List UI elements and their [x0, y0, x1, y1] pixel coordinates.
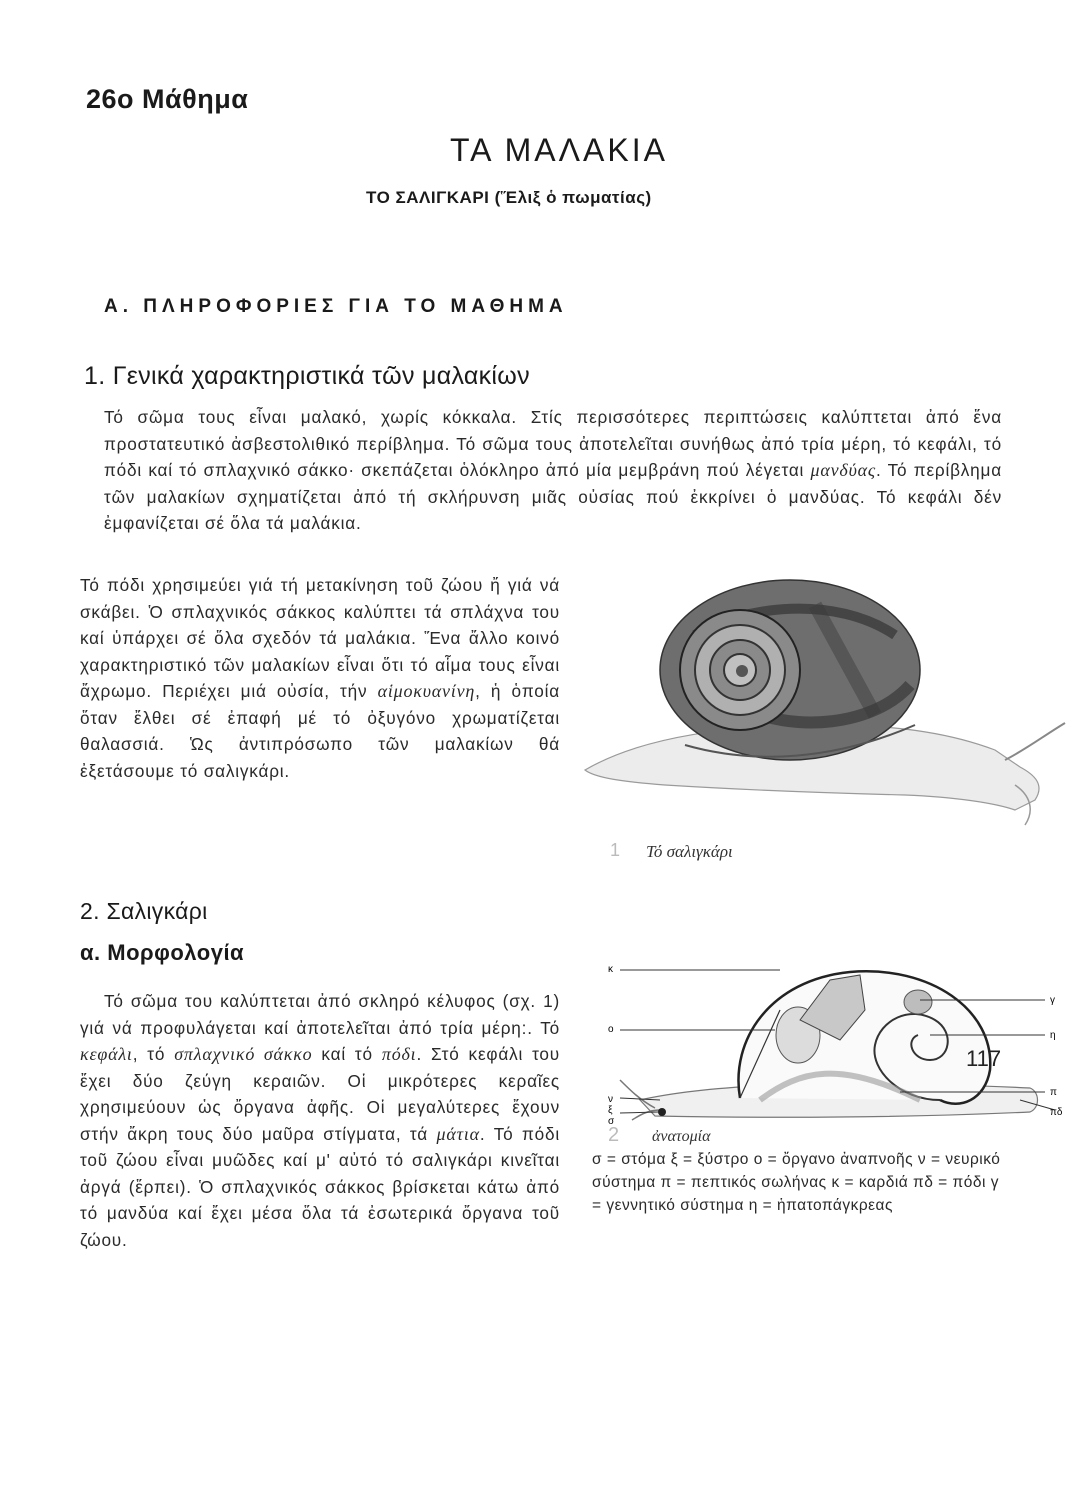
term-foot: πόδι: [381, 1044, 417, 1064]
paragraph-text: , τό: [132, 1044, 175, 1064]
label-radula: ξ: [608, 1105, 613, 1116]
paragraph-text: . Στό κεφάλι του ἔχει δύο ζεύγη κεραιῶν. Οἱ μικρότερες κεραῖες χρησιμεύουν ὡς ὄργανα ἀφῆς. Οἱ μεγαλύτερες ἔχουν στήν ἄκρη τους δύο μαῦρα στίγματα, τά: [80, 1044, 560, 1144]
paragraph-text: Τό σῶμα του καλύπτεται ἀπό σκληρό κέλυφος (σχ. 1) γιά νά προφυλάγεται καί ἀποτελεῖται ἀπό τρία μέρη:. Τό: [80, 991, 560, 1038]
term-hemocyanin: αἱμοκυανίνη: [377, 681, 476, 701]
term-eyes: μάτια: [436, 1123, 480, 1144]
section-a-heading: Α. ΠΛΗΡΟΦΟΡΙΕΣ ΓΙΑ ΤΟ ΜΑΘΗΜΑ: [104, 296, 568, 317]
chapter-title: ΤΑ ΜΑΛΑΚΙΑ: [450, 132, 668, 168]
page-number: 117: [966, 1046, 1002, 1071]
label-nervous: ν: [608, 1094, 613, 1105]
heading-snail: 2. Σαλιγκάρι: [80, 898, 208, 924]
label-mouth: σ: [608, 1116, 615, 1127]
term-head: κεφάλι: [80, 1044, 133, 1064]
figure-1-caption: Τό σαλιγκάρι: [646, 842, 733, 861]
paragraph-general: [104, 404, 1002, 537]
term-visceral-sac: σπλαχνικό σάκκο: [174, 1044, 313, 1064]
paragraph-text: καί τό: [312, 1044, 382, 1064]
chapter-subtitle: ΤΟ ΣΑΛΙΓΚΑΡΙ (Ἕλιξ ὁ πωματίας): [366, 188, 652, 207]
figure-1-number: 1: [610, 840, 621, 860]
lesson-number: 26ο Μάθημα: [86, 84, 249, 114]
label-digestive: π: [1050, 1087, 1057, 1098]
heading-morphology: α. Μορφολογία: [80, 940, 245, 965]
paragraph-text: Τό σῶμα τους εἶναι μαλακό, χωρίς κόκκαλα. Στίς περισσότερες περιπτώσεις καλύπτεται ἀπό ἕνα προστατευτικό ἀσβεστολιθικό περίβλημα. Τό σῶμα τους ἀποτελεῖται συνήθως ἀπό τρία μέρη, τό κεφάλι, τό πόδι καί τό σπλαχνικό σάκκο· σκεπάζεται ὁλόκληρο ἀπό μία μεμβράνη πού λέγεται: [104, 407, 1002, 480]
label-genital: γ: [1050, 995, 1055, 1006]
paragraph-text: Τό πόδι χρησιμεύει γιά τή μετακίνηση τοῦ ζώου ἤ γιά νά σκάβει. Ὁ σπλαχνικός σάκκος καλύπτει τά σπλάχνα του καί ὑπάρχει σέ ὅλα σχεδόν τά μαλάκια. Ἕνα ἄλλο κοινό χαρακτηριστικό τῶν μαλακίων εἶναι ὅτι τό αἷμα τους εἶναι ἄχρωμο. Περιέχει μιά οὐσία, τήν: [80, 575, 560, 701]
label-hepatopancreas: η: [1050, 1030, 1056, 1041]
figure-2-title: ἀνατομία: [652, 1128, 711, 1145]
paragraph-morphology: [80, 988, 560, 1253]
snail-illustration: [575, 575, 1074, 845]
figure-2-number: 2: [608, 1124, 620, 1146]
paragraph-text: . Τό πόδι τοῦ ζώου εἶναι μυῶδες καί μ' αὐτό τό σαλιγκάρι κινεῖται ἀργά (ἕρπει). Ὁ σπλαχνικός σάκκος βρίσκεται κάτω ἀπό τό μανδύα καί ἔχει μέσα ὅλα τά ἐσωτερικά ὄργανα τοῦ ζώου.: [80, 1123, 561, 1250]
figure-2-legend: σ = στόμα ξ = ξύστρο ο = ὄργανο ἀναπνοῆς ν = νευρικό σύστημα π = πεπτικός σωλήνας κ = καρδιά πδ = πόδι γ = γεννητικό σύστημα η = ἡπατοπάγκρεας: [592, 1151, 1001, 1214]
term-mantle: μανδύας: [810, 460, 877, 480]
label-respiratory: ο: [608, 1024, 614, 1035]
label-foot: πδ: [1050, 1107, 1063, 1118]
heading-general-characteristics: 1. Γενικά χαρακτηριστικά τῶν μαλακίων: [84, 362, 530, 390]
label-heart: κ: [608, 964, 613, 975]
paragraph-text: , ἡ ὁποία ὅταν ἔλθει σέ ἐπαφή μέ τό ὀξυγόνο χρωματίζεται θαλασσιά. Ὡς ἀντιπρόσωπο τῶν μαλακίων θά ἐξετάσουμε τό σαλιγκάρι.: [80, 681, 560, 781]
paragraph-foot: [80, 572, 560, 784]
paragraph-text: . Τό περίβλημα τῶν μαλακίων σχηματίζεται ἀπό τή σκλήρυνση μιᾶς οὐσίας πού ἐκκρίνει ὁ μανδύας. Τό κεφάλι δέν ἐμφανίζεται σέ ὅλα τά μαλάκια.: [104, 460, 1002, 533]
